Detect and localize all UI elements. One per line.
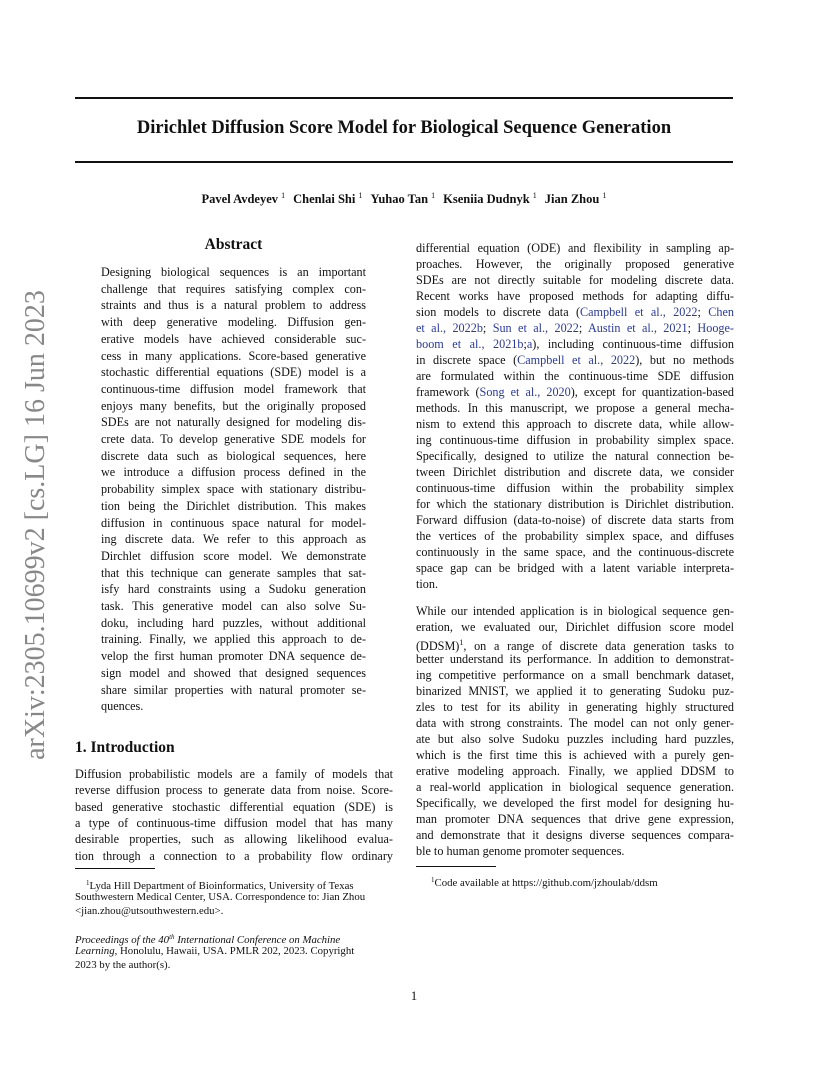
footnote-marker: 1	[431, 876, 435, 884]
abstract-line: that this technique can generate samples that sat-	[101, 565, 366, 580]
abstract-line: discrete data such as biological sequences, here	[101, 448, 366, 463]
author-name	[370, 192, 435, 206]
body-text: (DDSM)	[416, 639, 460, 653]
abstract-line: velop the first human promoter DNA sequence de-	[101, 649, 366, 664]
abstract-line: isfy hard constraints using a Sudoku generation	[101, 582, 366, 597]
abstract-heading: Abstract	[204, 236, 263, 253]
footnote-rule-left	[75, 868, 155, 869]
proceedings-ordinal-suffix: th	[169, 933, 175, 941]
abstract-line: share similar properties with natural promoter se-	[101, 682, 366, 697]
affiliation-marker: 1	[281, 191, 286, 200]
proceedings-ordinal: 40	[158, 934, 170, 946]
proceedings-text: , Honolulu, Hawaii, USA. PMLR 202, 2023. Copyright	[114, 945, 355, 957]
body-text: ;	[482, 321, 493, 335]
affiliation-text: Lyda Hill Department of Bioinformatics, University of Texas	[89, 880, 354, 892]
body-text: framework (	[416, 385, 480, 399]
body-line: better understand its performance. In addition to demonstrat-	[416, 652, 734, 666]
body-line: Specifically, designed to utilize the natural connection be-	[416, 449, 734, 463]
abstract-line: doku, including hard puzzles, without additional	[101, 615, 366, 630]
abstract-line: stochastic differential equations (SDE) model is a	[101, 365, 366, 380]
body-line: tion.	[416, 577, 439, 591]
body-line: are formulated within the continuous-time SDE diffusion	[416, 369, 734, 383]
body-text: sion models to discrete data (	[416, 305, 581, 319]
code-footnote-text: Code available at https://github.com/jzhoulab/ddsm	[434, 877, 658, 889]
body-line: Recent works have proposed methods for adapting diffu-	[416, 289, 734, 303]
citation-link[interactable]: Austin et al., 2021	[587, 321, 688, 335]
abstract-line: Designing biological sequences is an important	[101, 265, 366, 279]
body-text: ;	[687, 321, 698, 335]
citation-link[interactable]: Sun et al., 2022	[492, 321, 579, 335]
footnote-marker: 1	[459, 638, 464, 647]
body-line: zles to test for its ability in generating highly structured	[416, 700, 734, 714]
body-line: differential equation (ODE) and flexibility in sampling ap-	[416, 241, 734, 255]
body-line: the vertices of the probability simplex space, and diffuses	[416, 529, 734, 543]
introduction-line: tion through a connection to a probability flow ordinary	[75, 848, 393, 863]
paper-title: Dirichlet Diffusion Score Model for Biological Sequence Generation	[136, 118, 672, 138]
abstract-line: diffusion in continuous space natural for model-	[101, 515, 366, 530]
author-name	[545, 192, 607, 206]
affiliation-footnote-line: Southwestern Medical Center, USA. Correspondence to: Jian Zhou	[75, 891, 366, 903]
footnote-rule-right	[416, 866, 496, 867]
arxiv-identifier-stamp	[16, 290, 56, 760]
arxiv-stamp-text: arXiv:2305.10699v2 [cs.LG] 16 Jun 2023	[20, 290, 51, 760]
introduction-line: based generative stochastic differential equation (SDE) is	[75, 799, 393, 814]
author-name	[202, 192, 286, 206]
citation-link[interactable]: boom et al., 2021b	[416, 337, 524, 351]
body-line: continuous-time diffusion within the probability simplex	[416, 481, 734, 495]
body-line: While our intended application is in biological sequence gen-	[416, 604, 734, 618]
citation-link[interactable]: Song et al., 2020	[479, 385, 571, 399]
body-line	[416, 336, 734, 352]
title-rule-top	[75, 97, 733, 99]
author-list	[75, 191, 733, 207]
body-text: , on a range of discrete data generation tasks to	[463, 639, 734, 653]
abstract-line: with deep generative modeling. Diffusion gen-	[101, 315, 366, 330]
author-name-text: Kseniia Dudnyk	[443, 192, 530, 206]
copyright-line: 2023 by the author(s).	[75, 959, 171, 971]
abstract-line: erative models have achieved considerable suc-	[101, 331, 366, 346]
body-line: nism to extend this approach to discrete data, while allow-	[416, 417, 734, 431]
proceedings-italic: International Conference on Machine	[174, 934, 341, 946]
body-text: ;	[697, 305, 709, 319]
body-line: ble to human genome promoter sequences.	[416, 844, 625, 858]
body-line: ate but also solve Sudoku puzzles including hard puzzles,	[416, 732, 734, 746]
abstract-line: ing discrete data. We refer to this approach as	[101, 532, 366, 547]
author-name	[443, 192, 537, 206]
body-line: Forward diffusion (data-to-noise) of discrete data starts from	[416, 513, 734, 527]
body-line: Specifically, we developed the first model for designing hu-	[416, 796, 734, 810]
body-line: man promoter DNA sequences that drive gene expression,	[416, 812, 734, 826]
body-text: ;	[578, 321, 588, 335]
body-text: ), except for quantization-based	[570, 385, 734, 399]
correspondence-email: <jian.zhou@utsouthwestern.edu>.	[75, 905, 224, 917]
abstract-line: training. Finally, we applied this approach to de-	[101, 632, 366, 647]
citation-link[interactable]: Campbell et al., 2022	[580, 305, 698, 319]
introduction-line: desirable properties, such as allowing likelihood evalua-	[75, 832, 393, 847]
introduction-line: Diffusion probabilistic models are a family of models that	[75, 767, 393, 781]
abstract-line: challenge that requires satisfying complex con-	[101, 281, 366, 296]
body-line: binarized MNIST, we applied it to generating Sudoku puz-	[416, 684, 734, 698]
introduction-heading: 1. Introduction	[75, 739, 175, 756]
body-line: proaches. However, the originally proposed generative	[416, 257, 734, 271]
body-line: tween Dirichlet distribution and discrete data, we consider	[416, 465, 734, 479]
abstract-line: SDEs are not naturally designed for modeling dis-	[101, 415, 366, 430]
body-line: methods. In this manuscript, we propose a general mecha-	[416, 401, 734, 415]
abstract-line: Dirchlet diffusion score model. We demonstrate	[101, 548, 366, 563]
title-rule-bottom	[75, 161, 733, 163]
body-line	[416, 320, 734, 336]
body-line: continuously in the same space, and the continuous-discrete	[416, 545, 734, 559]
body-text: in discrete space (	[416, 353, 518, 367]
abstract-line: quences.	[101, 699, 144, 714]
affiliation-marker: 1	[431, 191, 436, 200]
page-number: 1	[410, 989, 418, 1003]
abstract-line: enjoys many benefits, but the originally proposed	[101, 398, 366, 413]
abstract-line: straints and thus is a natural problem to address	[101, 298, 366, 313]
abstract-line: tion being the Dirichlet distribution. This makes	[101, 498, 366, 513]
abstract-line: cess in many applications. Score-based generative	[101, 348, 366, 363]
code-footnote	[431, 873, 658, 890]
introduction-line: a type of continuous-time diffusion model that has many	[75, 815, 393, 830]
body-text: ), but no methods	[635, 353, 734, 367]
citation-link[interactable]: a	[526, 337, 533, 351]
citation-link[interactable]: Campbell et al., 2022	[517, 353, 636, 367]
body-line	[416, 384, 734, 400]
citation-link[interactable]: Chen	[708, 305, 734, 319]
abstract-line: we introduce a diffusion process defined in the	[101, 465, 366, 480]
affiliation-marker: 1	[602, 191, 607, 200]
proceedings-italic: Proceedings of the	[75, 934, 159, 946]
body-line: ing competitive performance on a small benchmark dataset,	[416, 668, 734, 682]
body-line: ing continuous-time diffusion in probability simplex space.	[416, 433, 734, 447]
citation-link[interactable]: et al., 2022b	[416, 321, 483, 335]
body-line	[416, 352, 734, 368]
body-line: which is the first time this is achieved with a purely gen-	[416, 748, 734, 762]
body-text: ;	[523, 337, 527, 351]
abstract-line: probability simplex space with stationary distribu-	[101, 482, 366, 497]
body-line: space gap can be bridged with a latent variable interpreta-	[416, 561, 734, 575]
author-name-text: Yuhao Tan	[370, 192, 429, 206]
body-line: erative modeling approach. Finally, we applied DDSM to	[416, 764, 734, 778]
introduction-line: reverse diffusion process to generate data from noise. Score-	[75, 783, 393, 798]
body-line: data with strong constraints. The model can not only gener-	[416, 716, 734, 730]
abstract-line: continuous-time diffusion model framework that	[101, 381, 366, 396]
body-line	[416, 304, 734, 320]
author-name	[293, 192, 362, 206]
body-line: for which the stationary distribution is Dirichlet distribution.	[416, 497, 734, 511]
affiliation-marker: 1	[532, 191, 537, 200]
body-line: and demonstrate that it designs diverse sequences compara-	[416, 828, 734, 842]
footnote-marker: 1	[86, 879, 90, 887]
proceedings-italic: Learning	[75, 945, 115, 957]
abstract-line: crete data. To develop generative SDE models for	[101, 432, 366, 446]
author-name-text: Pavel Avdeyev	[201, 192, 279, 206]
body-line: eration, we evaluated our, Dirichlet diffusion score model	[416, 620, 734, 634]
body-line: SDEs are not directly suitable for modeling discrete data.	[416, 273, 734, 287]
author-name-text: Chenlai Shi	[293, 192, 356, 206]
body-line: a real-world application in biological sequence generation.	[416, 780, 734, 794]
author-name-text: Jian Zhou	[544, 192, 600, 206]
body-text: ), including continuous-time diffusion	[532, 337, 734, 351]
affiliation-marker: 1	[358, 191, 363, 200]
abstract-line: sign model and showed that designed sequences	[101, 665, 366, 680]
citation-link[interactable]: Hooge-	[697, 321, 734, 335]
proceedings-line	[75, 944, 354, 958]
abstract-line: task. This generative model can also solve Su-	[101, 599, 366, 613]
